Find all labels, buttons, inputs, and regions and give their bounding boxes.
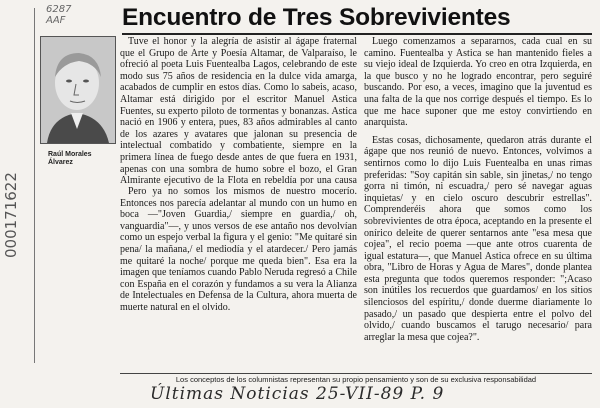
footer-disclaimer: Los conceptos de los columnistas representan su propio pensamiento y son de su exclusiva responsabilidad xyxy=(175,375,537,384)
paragraph: Tuve el honor y la alegría de asistir al ágape fraternal que el Grupo de Arte y Poesía Altamar, de Valparaíso, le ofreció al poeta Luis Fuentealba Lagos, celebrando de este modo sus 75 años de residencia en la dulce vida amarga, acabados de cumplir en estos días. Como lo sabeis, acaso, Altamar está dirigido por el escritor Manuel Astica Fuentes, su experto piloto de tormentas y bonanzas. Astica nació en 1906 y entera, pues, 83 años admirables al canto de los azares y avatares que jalonan su presencia de intelectual combatido y combatiente, siempre en la primera línea de fuego desde antes de que fuera en 1931, apenas con una sombra de humo sobre el bozo, el Gran Almirante ejecutivo de la Flota en rebeldía por una causa xyxy=(120,36,357,186)
photo-caption: Raúl Morales Álvarez xyxy=(48,151,92,166)
article-title: Encuentro de Tres Sobrevivientes xyxy=(122,4,511,31)
author-photo xyxy=(40,36,116,144)
handwritten-catalog-number: 6287 AAF xyxy=(46,4,72,26)
archive-stamp: 000171622 xyxy=(2,172,20,258)
article-column-2 xyxy=(364,36,592,372)
article-column-1-bottom xyxy=(120,186,357,372)
title-rule xyxy=(122,33,592,35)
article-column-1-top xyxy=(120,36,357,186)
paragraph: Pero ya no somos los mismos de nuestro mocerío. Entonces nos parecía adelantar al mundo con un humo en boca —"Joven Guardia,/ siempre en guardia,/ oh, vanguardia"—, y unos versos de ese antaño nos devolvían como un espejo verbal la figura y el genio: "Me quitaré sin pena/ la mañana,/ el mediodía y el atardecer./ Pero jamás me quitaré la noche/ porque me queda bien". Esa era la imagen que teníamos cuando Pablo Neruda regresó a Chile con España en el corazón y fundamos a su vera la Alianza de Intelectuales en Defensa de la Cultura, ahora muerta de muerte natural en el olvido. xyxy=(120,186,357,313)
paragraph: Estas cosas, dichosamente, quedaron atrás durante el ágape que nos reunió de nuevo. Entonces, volvimos a sentirnos como lo dijo Luis Fuentealba en unas rimas preferidas: "Soy capitán sin sable, sin jinetas,/ no tengo gorra ni timón, ni escuadra,/ pero sé navegar aguas inquietas/ y en cielo oscuro descubrir estrellas". Comprenderéis ahora que somos como los sobrevivientes de otra época, aceptando en la presente el onírico deleite de querer sentarnos ante "esa mesa que cojea", el recio poema —que ante otros cuarenta de igual estatura—, que Manuel Astica ofrece en su última obra, "Libro de Horas y Agua de Mares", donde plantea esta pregunta que todos queremos responder: ";Acaso son inútiles los recuerdos que guardamos/ en los sitios silenciosos del espíritu,/ donde duerme diariamente lo pasado,/ un pasado que despierta entre el polvo del olvido,/ cuando buscamos el tarugo necesario/ para arreglar la mesa que cojea?". xyxy=(364,134,592,343)
handwritten-source: Últimas Noticias 25-VII-89 P. 9 xyxy=(150,384,445,404)
paragraph: Luego comenzamos a separarnos, cada cual en su camino. Fuentealba y Astica se han mantenido fieles a su viejo ideal de Izquierda. Yo creo en otra Izquierda, en la que busco y no he logrado encontrar, pero seguiré buscando. Por eso, a veces, imagino que la juventud es una falta de la que nos corrige después el tiempo. Es lo que me hace suponer que me estoy convirtiendo en anarquista. xyxy=(364,36,592,129)
footer-rule xyxy=(120,373,592,374)
